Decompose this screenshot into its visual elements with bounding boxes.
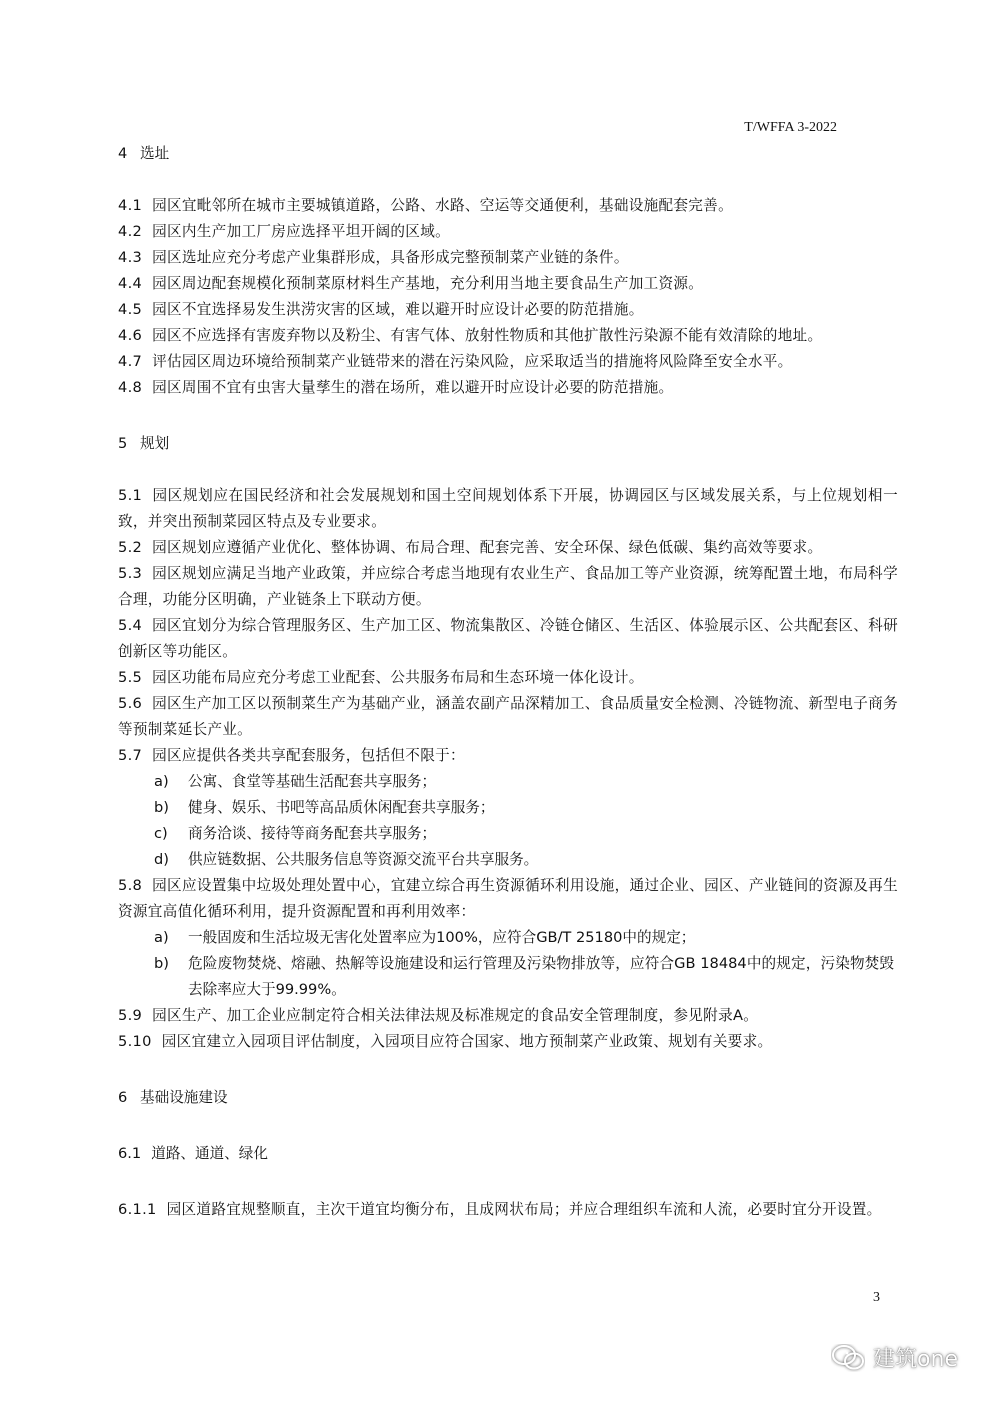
section-heading: 5 规划 (118, 435, 170, 452)
clause-4-6: 4.6 园区不应选择有害废弃物以及粉尘、有害气体、放射性物质和其他扩散性污染源不能有效清除的地址。 (118, 327, 823, 344)
clause-4-3: 4.3 园区选址应充分考虑产业集群形成，具备形成完整预制菜产业链的条件。 (118, 249, 629, 266)
list-item: b) 危险废物焚烧、熔融、热解等设施建设和运行管理及污染物排放等，应符合GB 18484中的规定，污染物焚毁去除率应大于99.99%。 (154, 955, 894, 998)
section-heading: 6 基础设施建设 (118, 1089, 228, 1106)
clause-5-4: 5.4 园区宜划分为综合管理服务区、生产加工区、物流集散区、冷链仓储区、生活区、体验展示区、公共配套区、科研创新区等功能区。 (118, 617, 898, 660)
clause-5-7: 5.7 园区应提供各类共享配套服务，包括但不限于： (118, 747, 465, 764)
clause-4-1: 4.1 园区宜毗邻所在城市主要城镇道路，公路、水路、空运等交通便利，基础设施配套完善。 (118, 197, 733, 214)
clause-5-1: 5.1 园区规划应在国民经济和社会发展规划和国土空间规划体系下开展，协调园区与区域发展关系，与上位规划相一致，并突出预制菜园区特点及专业要求。 (118, 487, 898, 530)
clause-4-8: 4.8 园区周围不宜有虫害大量孳生的潜在场所，难以避开时应设计必要的防范措施。 (118, 379, 674, 396)
section-heading: 4 选址 (118, 145, 170, 162)
list-item: b) 健身、娱乐、书吧等高品质休闲配套共享服务； (154, 799, 495, 816)
section-6 (118, 1085, 898, 1223)
list-item: a) 一般固废和生活垃圾无害化处置率应为100%，应符合GB/T 25180中的规定； (154, 929, 696, 946)
standard-code: T/WFFA 3-2022 (744, 120, 837, 135)
subsection-heading: 6.1 道路、通道、绿化 (118, 1145, 268, 1162)
clause-6-1-1: 6.1.1 园区道路宜规整顺直，主次干道宜均衡分布，且成网状布局；并应合理组织车流和人流，必要时宜分开设置。 (118, 1201, 882, 1218)
clause-5-8: 5.8 园区应设置集中垃圾处理处置中心，宜建立综合再生资源循环利用设施，通过企业、园区、产业链间的资源及再生资源宜高值化循环利用，提升资源配置和再利用效率： (118, 877, 898, 920)
list-item: a) 公寓、食堂等基础生活配套共享服务； (154, 773, 437, 790)
clause-4-2: 4.2 园区内生产加工厂房应选择平坦开阔的区域。 (118, 223, 450, 240)
wechat-icon (831, 1344, 865, 1372)
clause-5-9: 5.9 园区生产、加工企业应制定符合相关法律法规及标准规定的食品安全管理制度，参见附录A。 (118, 1007, 759, 1024)
watermark-text: 建筑one (873, 1347, 958, 1372)
clause-5-5: 5.5 园区功能布局应充分考虑工业配套、公共服务布局和生态环境一体化设计。 (118, 669, 644, 686)
clause-4-7: 4.7 评估园区周边环境给预制菜产业链带来的潜在污染风险，应采取适当的措施将风险降至安全水平。 (118, 353, 793, 370)
section-5 (118, 431, 898, 1055)
list-item: d) 供应链数据、公共服务信息等资源交流平台共享服务。 (154, 851, 539, 868)
page-number: 3 (873, 1290, 880, 1305)
clause-5-3: 5.3 园区规划应满足当地产业政策，并应综合考虑当地现有农业生产、食品加工等产业资源，统筹配置土地，布局科学合理，功能分区明确，产业链条上下联动方便。 (118, 565, 898, 608)
clause-4-4: 4.4 园区周边配套规模化预制菜原材料生产基地，充分利用当地主要食品生产加工资源。 (118, 275, 704, 292)
clause-5-10: 5.10 园区宜建立入园项目评估制度，入园项目应符合国家、地方预制菜产业政策、规划有关要求。 (118, 1033, 773, 1050)
list-item: c) 商务洽谈、接待等商务配套共享服务； (154, 825, 437, 842)
clause-4-5: 4.5 园区不宜选择易发生洪涝灾害的区域，难以避开时应设计必要的防范措施。 (118, 301, 644, 318)
document-body (118, 141, 898, 1223)
clause-5-6: 5.6 园区生产加工区以预制菜生产为基础产业，涵盖农副产品深精加工、食品质量安全检测、冷链物流、新型电子商务等预制菜延长产业。 (118, 695, 898, 738)
clause-5-2: 5.2 园区规划应遵循产业优化、整体协调、布局合理、配套完善、安全环保、绿色低碳、集约高效等要求。 (118, 539, 823, 556)
section-4 (118, 141, 898, 401)
watermark (831, 1342, 958, 1373)
